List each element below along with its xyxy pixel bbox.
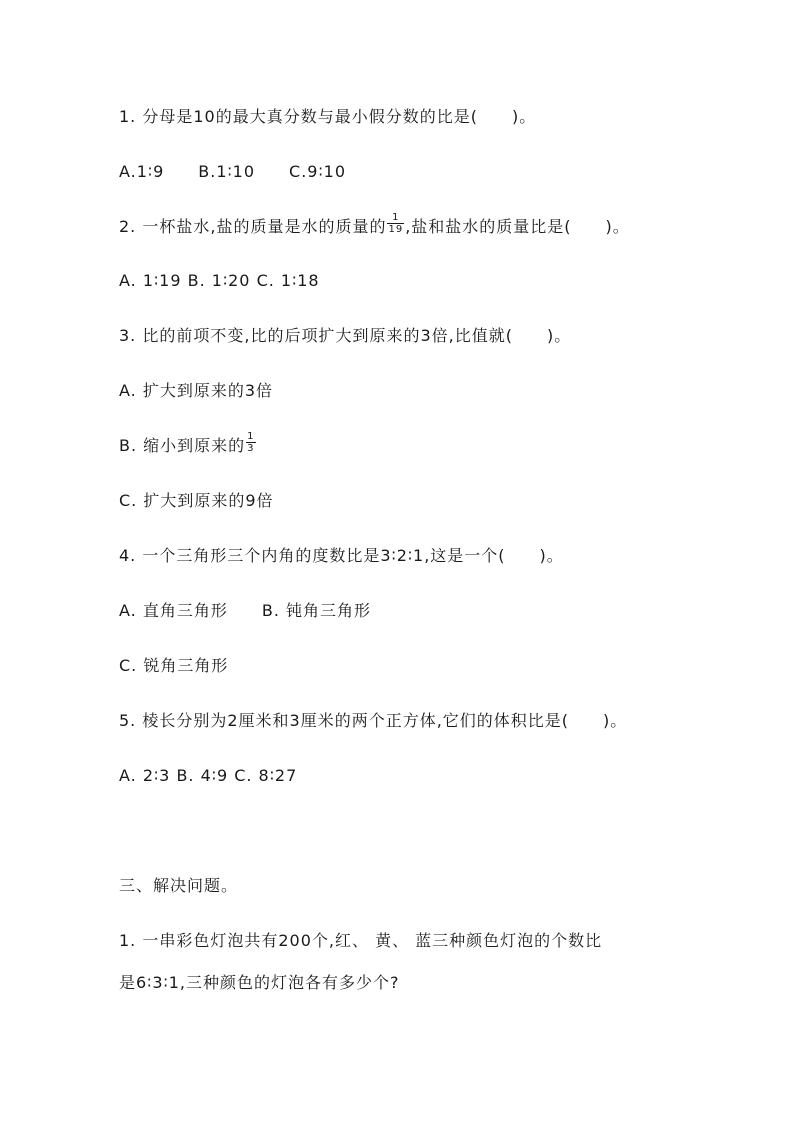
section-title: 三、解决问题。 — [119, 876, 239, 895]
q4-option-a: A. 直角三角形 — [119, 601, 228, 620]
q3-fraction — [246, 431, 255, 454]
q3-option-b-text: B. 缩小到原来的 — [119, 436, 246, 455]
q1-stem: 1. 分母是10的最大真分数与最小假分数的比是( )。 — [119, 107, 537, 126]
q3-stem: 3. 比的前项不变,比的后项扩大到原来的3倍,比值就( )。 — [119, 326, 572, 345]
q5-stem: 5. 棱长分别为2厘米和3厘米的两个正方体,它们的体积比是( )。 — [119, 711, 628, 730]
problem-1-line-2: 是6∶3∶1,三种颜色的灯泡各有多少个? — [119, 973, 400, 992]
q2-fraction-numerator: 1 — [387, 212, 404, 224]
q2-fraction-denominator: 19 — [388, 224, 404, 235]
q4-option-c: C. 锐角三角形 — [119, 656, 229, 675]
q4-stem: 4. 一个三角形三个内角的度数比是3∶2∶1,这是一个( )。 — [119, 546, 564, 565]
q3-fraction-numerator: 1 — [247, 431, 255, 442]
q5-options: A. 2∶3 B. 4∶9 C. 8∶27 — [119, 766, 298, 785]
q3-option-b — [119, 431, 257, 458]
problem-1-line-1: 1. 一串彩色灯泡共有200个,红、 黄、 蓝三种颜色灯泡的个数比 — [119, 931, 603, 950]
q3-fraction-denominator: 3 — [247, 443, 255, 454]
q2-options: A. 1∶19 B. 1∶20 C. 1∶18 — [119, 271, 320, 290]
q1-options: A.1∶9 B.1∶10 C.9∶10 — [119, 162, 347, 181]
q2-stem — [119, 212, 630, 239]
q4-options-ab — [119, 600, 371, 622]
q3-option-a: A. 扩大到原来的3倍 — [119, 381, 274, 400]
q3-option-c: C. 扩大到原来的9倍 — [119, 491, 274, 510]
q2-stem-after: ,盐和盐水的质量比是( )。 — [405, 217, 630, 236]
q2-fraction — [387, 212, 404, 235]
q4-option-b: B. 钝角三角形 — [261, 601, 371, 620]
q2-stem-before: 2. 一杯盐水,盐的质量是水的质量的 — [119, 217, 387, 236]
